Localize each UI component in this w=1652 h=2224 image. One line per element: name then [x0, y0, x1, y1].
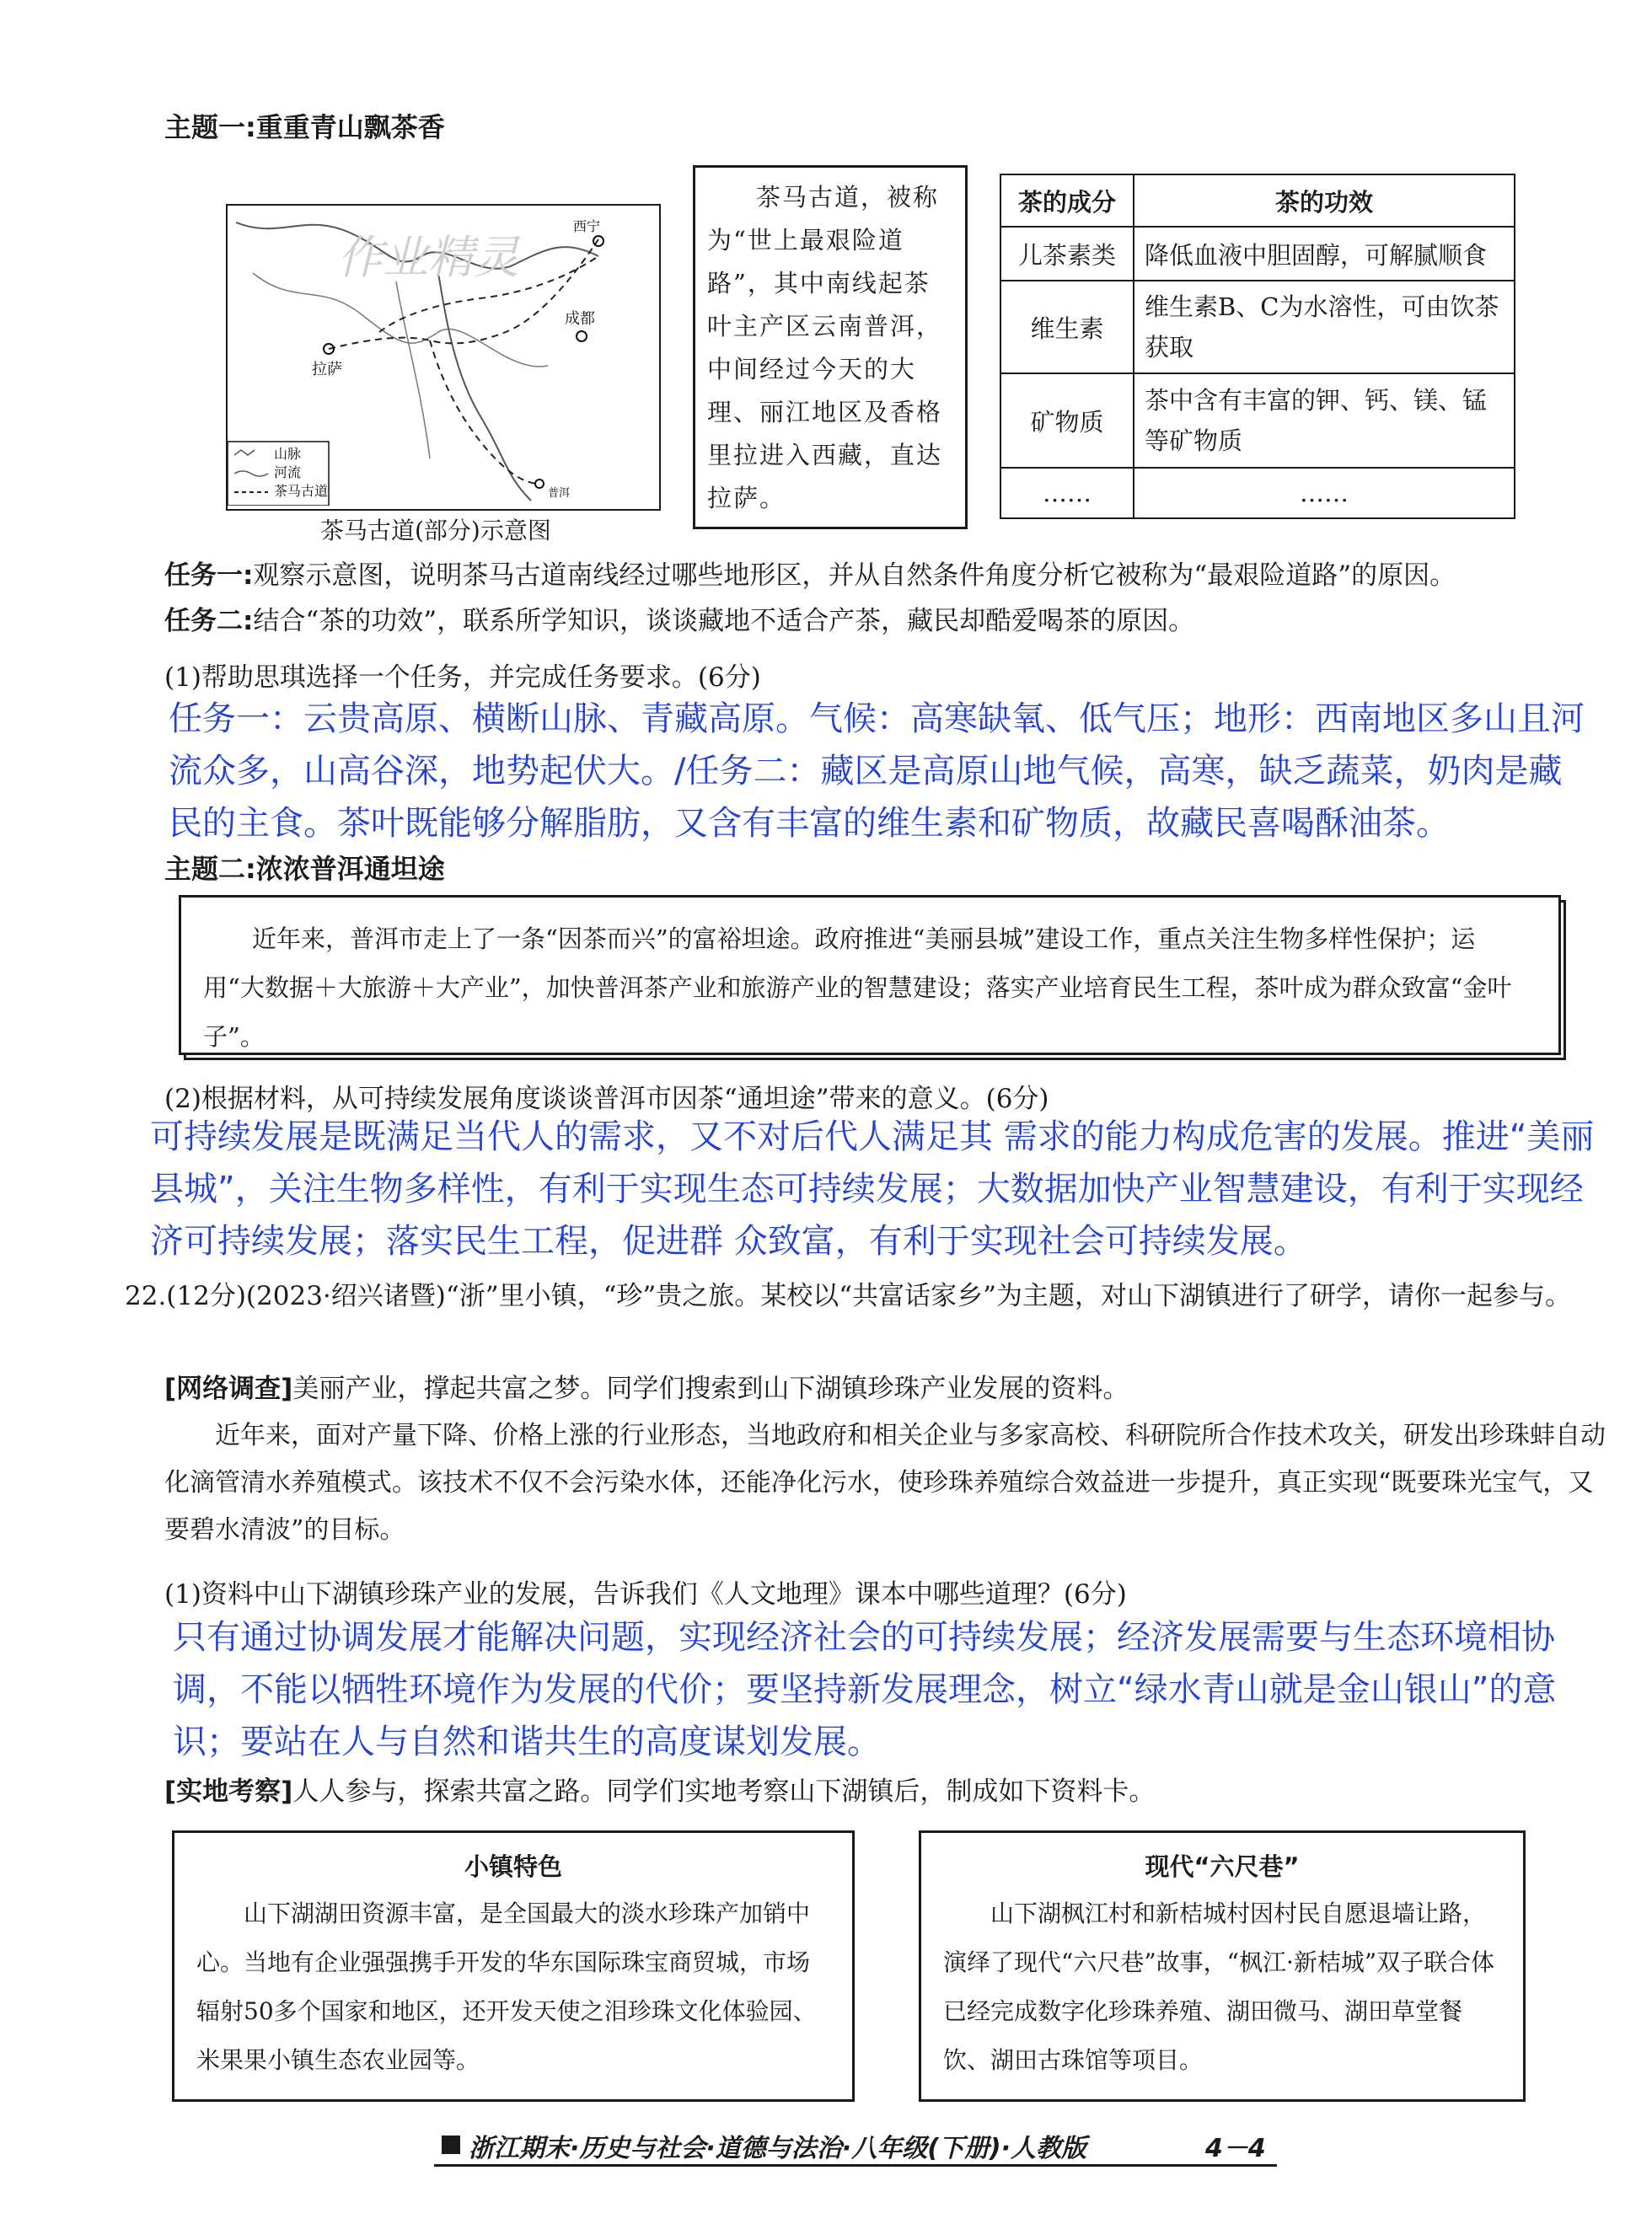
answer-1: 任务一：云贵高原、横断山脉、青藏高原。气候：高寒缺氧、低气压；地形：西南地区多山且河流众多，山高谷深，地势起伏大。/任务二：藏区是高原山地气候，高寒，缺乏蔬菜，奶肉是藏民的主食。茶叶既能够分解脂肪，又含有丰富的维生素和矿物质，故藏民喜喝酥油茶。 — [169, 699, 1585, 843]
theme2-title: 主题二:浓浓普洱通坦途 — [164, 853, 445, 885]
card-title: 现代“六尺巷” — [1145, 1852, 1300, 1881]
network-material: 近年来，面对产量下降、价格上涨的行业形态，当地政府和相关企业与多家高校、科研院所合作技术攻关，研发出珍珠蚌自动化滴管清水养殖模式。该技术不仅不会污染水体，还能净化污水，使珍珠养殖综合效益进一步提升，真正实现“既要珠光宝气，又要碧水清波”的目标。 — [164, 1421, 1606, 1545]
field-survey — [164, 1770, 1597, 1808]
footer-text: 浙江期末·历史与社会·道德与法治·八年级(下册)·人教版 — [469, 2134, 1087, 2163]
table-header: 茶的功效 — [1134, 174, 1515, 227]
tea-road-intro-box — [693, 165, 968, 529]
table-row: …… …… — [1000, 468, 1515, 518]
question-1: (1)帮助思琪选择一个任务，并完成任务要求。(6分) — [164, 662, 761, 693]
map-drawing — [228, 206, 656, 506]
puer-marker — [535, 480, 544, 488]
page-number: 4－4 — [1205, 2134, 1266, 2163]
network-survey — [164, 1367, 1597, 1405]
map-caption: 茶马古道(部分)示意图 — [320, 517, 551, 544]
task2 — [164, 600, 1580, 642]
table-header: 茶的成分 — [1000, 174, 1134, 227]
tea-horse-road-map — [226, 204, 661, 511]
tea-road-intro-text: 茶马古道，被称为“世上最艰险道路”，其中南线起茶叶主产区云南普洱，中间经过今天的大理、丽江地区及香格里拉进入西藏，直达拉萨。 — [707, 183, 943, 512]
network-survey-tag: [网络调查] — [164, 1374, 293, 1404]
footer-square-icon — [442, 2136, 460, 2154]
task1-text: 观察示意图，说明茶马古道南线经过哪些地形区，并从自然条件角度分析它被称为“最艰险道路”的原因。 — [253, 560, 1456, 591]
tea-function-table — [1000, 174, 1515, 519]
field-survey-intro: 人人参与，探索共富之路。同学们实地考察山下湖镇后，制成如下资料卡。 — [292, 1777, 1156, 1807]
xining-label: 西宁 — [573, 218, 601, 234]
svg-text:茶马古道: 茶马古道 — [274, 483, 329, 499]
footer-rule — [434, 2164, 1277, 2167]
answer-22-1: 只有通过协调发展才能解决问题，实现经济社会的可持续发展；经济发展需要与生态环境相协调，不能以牺牲环境作为发展的代价；要坚持新发展理念，树立“绿水青山就是金山银山”的意识；要站在人与自然和谐共生的高度谋划发展。 — [173, 1618, 1557, 1761]
question-22-stem: 22.(12分)(2023·绍兴诸暨)“浙”里小镇，“珍”贵之旅。某校以“共富话家乡”为主题，对山下湖镇进行了研学，请你一起参与。 — [125, 1281, 1571, 1311]
chengdu-label: 成都 — [565, 310, 595, 328]
svg-text:山脉: 山脉 — [274, 446, 302, 462]
watermark: 作业精灵 — [337, 231, 519, 284]
card-body: 山下湖湖田资源丰富，是全国最大的淡水珍珠产加销中心。当地有企业强强携手开发的华东国际珠宝商贸城，市场辐射50多个国家和地区，还开发天使之泪珍珠文化体验园、米果果小镇生态农业园等。 — [196, 1900, 817, 2074]
card-title: 小镇特色 — [464, 1852, 562, 1881]
six-foot-lane-card — [919, 1830, 1526, 2102]
network-survey-intro: 美丽产业，撑起共富之梦。同学们搜索到山下湖镇珍珠产业发展的资料。 — [292, 1374, 1129, 1404]
question-2: (2)根据材料，从可持续发展角度谈谈普洱市因茶“通坦途”带来的意义。(6分) — [164, 1084, 1049, 1114]
theme2-material-text: 近年来，普洱市走上了一条“因茶而兴”的富裕坦途。政府推进“美丽县城”建设工作，重点关注生物多样性保护；运用“大数据＋大旅游＋大产业”，加快普洱茶产业和旅游产业的智慧建设；落实产业培育民生工程，茶叶成为群众致富“金叶子”。 — [203, 924, 1512, 1051]
field-survey-tag: [实地考察] — [164, 1777, 293, 1807]
chengdu-marker — [577, 331, 587, 341]
svg-text:河流: 河流 — [274, 464, 302, 480]
xining-marker — [593, 236, 603, 246]
answer-2: 可持续发展是既满足当代人的需求，又不对后代人满足其 需求的能力构成危害的发展。推进“美丽县城”，关注生物多样性，有利于实现生态可持续发展；大数据加快产业智慧建设，有利于实现经济可持续发展；落实民生工程，促进群 众致富，有利于实现社会可持续发展。 — [150, 1117, 1595, 1261]
table-row: 矿物质 茶中含有丰富的钾、钙、镁、锰等矿物质 — [1000, 373, 1515, 468]
task1 — [164, 555, 1580, 597]
theme1-title: 主题一:重重青山飘茶香 — [164, 111, 445, 143]
table-row: 儿茶素类 降低血液中胆固醇，可解腻顺食 — [1000, 227, 1515, 281]
table-row: 维生素 维生素B、C为水溶性，可由饮茶获取 — [1000, 281, 1515, 373]
task2-label: 任务二: — [164, 606, 254, 636]
puer-label: 普洱 — [548, 487, 571, 500]
town-feature-card — [172, 1830, 855, 2102]
lasa-label: 拉萨 — [312, 361, 342, 378]
task1-label: 任务一: — [164, 560, 254, 591]
question-22-1: (1)资料中山下湖镇珍珠产业的发展，告诉我们《人文地理》课本中哪些道理？(6分) — [164, 1579, 1127, 1610]
card-body: 山下湖枫江村和新桔城村因村民自愿退墙让路，演绎了现代“六尺巷”故事，“枫江·新桔城”双子联合体已经完成数字化珍珠养殖、湖田微马、湖田草堂餐饮、湖田古珠馆等项目。 — [943, 1900, 1495, 2074]
task2-text: 结合“茶的功效”，联系所学知识，谈谈藏地不适合产茶，藏民却酷爱喝茶的原因。 — [253, 606, 1195, 636]
theme2-material-box — [179, 895, 1561, 1055]
